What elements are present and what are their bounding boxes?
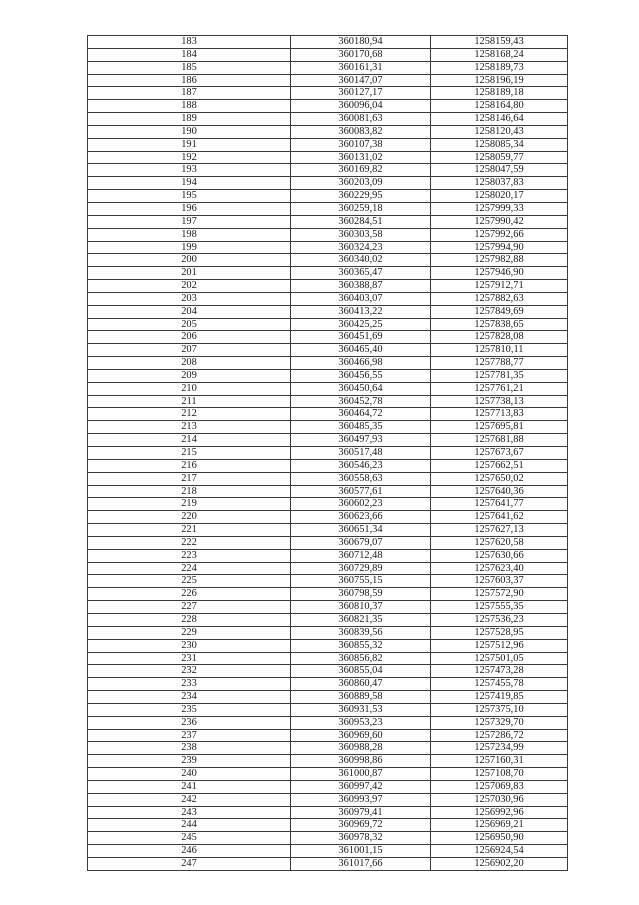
point-number-cell: 199 [88,241,291,254]
table-row [88,61,568,74]
point-number-cell: 238 [88,742,291,755]
table-row [88,588,568,601]
x-coordinate-cell: 360170,68 [291,48,431,61]
table-row [88,806,568,819]
table-row [88,832,568,845]
table-row [88,331,568,344]
x-coordinate-cell: 360969,60 [291,729,431,742]
table-row [88,382,568,395]
y-coordinate-cell: 1257912,71 [431,280,568,293]
point-number-cell: 235 [88,703,291,716]
table-row [88,74,568,87]
point-number-cell: 184 [88,48,291,61]
x-coordinate-cell: 360839,56 [291,626,431,639]
x-coordinate-cell: 360729,89 [291,562,431,575]
y-coordinate-cell: 1257419,85 [431,691,568,704]
point-number-cell: 186 [88,74,291,87]
point-number-cell: 195 [88,190,291,203]
y-coordinate-cell: 1257761,21 [431,382,568,395]
point-number-cell: 234 [88,691,291,704]
table-row [88,858,568,871]
y-coordinate-cell: 1257982,88 [431,254,568,267]
point-number-cell: 209 [88,369,291,382]
x-coordinate-cell: 360083,82 [291,125,431,138]
y-coordinate-cell: 1257627,13 [431,524,568,537]
y-coordinate-cell: 1257641,62 [431,511,568,524]
x-coordinate-cell: 360203,09 [291,177,431,190]
table-row [88,549,568,562]
y-coordinate-cell: 1257455,78 [431,678,568,691]
x-coordinate-cell: 360388,87 [291,280,431,293]
x-coordinate-cell: 360855,32 [291,639,431,652]
x-coordinate-cell: 360546,23 [291,459,431,472]
x-coordinate-cell: 360465,40 [291,344,431,357]
table-row [88,755,568,768]
point-number-cell: 190 [88,125,291,138]
y-coordinate-cell: 1257849,69 [431,305,568,318]
y-coordinate-cell: 1258120,43 [431,125,568,138]
x-coordinate-cell: 361000,87 [291,768,431,781]
y-coordinate-cell: 1257620,58 [431,536,568,549]
y-coordinate-cell: 1257650,02 [431,472,568,485]
point-number-cell: 237 [88,729,291,742]
x-coordinate-cell: 360096,04 [291,100,431,113]
x-coordinate-cell: 360485,35 [291,421,431,434]
x-coordinate-cell: 360464,72 [291,408,431,421]
x-coordinate-cell: 360856,82 [291,652,431,665]
x-coordinate-cell: 360169,82 [291,164,431,177]
x-coordinate-cell: 360403,07 [291,292,431,305]
point-number-cell: 228 [88,613,291,626]
point-number-cell: 231 [88,652,291,665]
y-coordinate-cell: 1257781,35 [431,369,568,382]
point-number-cell: 198 [88,228,291,241]
point-number-cell: 233 [88,678,291,691]
x-coordinate-cell: 360860,47 [291,678,431,691]
point-number-cell: 220 [88,511,291,524]
table-row [88,215,568,228]
y-coordinate-cell: 1256992,96 [431,806,568,819]
point-number-cell: 215 [88,447,291,460]
x-coordinate-cell: 360452,78 [291,395,431,408]
point-number-cell: 216 [88,459,291,472]
point-number-cell: 246 [88,845,291,858]
x-coordinate-cell: 360651,34 [291,524,431,537]
y-coordinate-cell: 1258059,77 [431,151,568,164]
x-coordinate-cell: 360161,31 [291,61,431,74]
point-number-cell: 229 [88,626,291,639]
point-number-cell: 189 [88,113,291,126]
x-coordinate-cell: 360889,58 [291,691,431,704]
y-coordinate-cell: 1257946,90 [431,267,568,280]
point-number-cell: 187 [88,87,291,100]
y-coordinate-cell: 1257623,40 [431,562,568,575]
x-coordinate-cell: 360081,63 [291,113,431,126]
x-coordinate-cell: 360602,23 [291,498,431,511]
point-number-cell: 230 [88,639,291,652]
point-number-cell: 205 [88,318,291,331]
table-row [88,459,568,472]
point-number-cell: 210 [88,382,291,395]
point-number-cell: 227 [88,601,291,614]
y-coordinate-cell: 1257501,05 [431,652,568,665]
table-row [88,113,568,126]
x-coordinate-cell: 360558,63 [291,472,431,485]
table-row [88,344,568,357]
y-coordinate-cell: 1257069,83 [431,780,568,793]
x-coordinate-cell: 360284,51 [291,215,431,228]
table-row [88,292,568,305]
point-number-cell: 218 [88,485,291,498]
y-coordinate-cell: 1258189,18 [431,87,568,100]
x-coordinate-cell: 360131,02 [291,151,431,164]
y-coordinate-cell: 1257838,65 [431,318,568,331]
table-row [88,305,568,318]
point-number-cell: 200 [88,254,291,267]
table-row [88,613,568,626]
x-coordinate-cell: 360679,07 [291,536,431,549]
x-coordinate-cell: 360993,97 [291,793,431,806]
point-number-cell: 236 [88,716,291,729]
table-row [88,639,568,652]
point-number-cell: 201 [88,267,291,280]
table-row [88,395,568,408]
point-number-cell: 207 [88,344,291,357]
point-number-cell: 194 [88,177,291,190]
y-coordinate-cell: 1257473,28 [431,665,568,678]
x-coordinate-cell: 360997,42 [291,780,431,793]
table-row [88,36,568,49]
y-coordinate-cell: 1257630,66 [431,549,568,562]
x-coordinate-cell: 360810,37 [291,601,431,614]
point-number-cell: 213 [88,421,291,434]
x-coordinate-cell: 360451,69 [291,331,431,344]
y-coordinate-cell: 1257695,81 [431,421,568,434]
x-coordinate-cell: 360988,28 [291,742,431,755]
y-coordinate-cell: 1257160,31 [431,755,568,768]
table-row [88,254,568,267]
point-number-cell: 214 [88,434,291,447]
x-coordinate-cell: 360497,93 [291,434,431,447]
y-coordinate-cell: 1258159,43 [431,36,568,49]
table-row [88,190,568,203]
table-row [88,780,568,793]
x-coordinate-cell: 360798,59 [291,588,431,601]
y-coordinate-cell: 1257528,95 [431,626,568,639]
y-coordinate-cell: 1257375,10 [431,703,568,716]
x-coordinate-cell: 360147,07 [291,74,431,87]
table-row [88,48,568,61]
point-number-cell: 232 [88,665,291,678]
table-row [88,177,568,190]
y-coordinate-cell: 1257999,33 [431,202,568,215]
y-coordinate-cell: 1258164,80 [431,100,568,113]
point-number-cell: 242 [88,793,291,806]
table-row [88,434,568,447]
y-coordinate-cell: 1256950,90 [431,832,568,845]
x-coordinate-cell: 360450,64 [291,382,431,395]
y-coordinate-cell: 1258196,19 [431,74,568,87]
x-coordinate-cell: 360340,02 [291,254,431,267]
x-coordinate-cell: 360413,22 [291,305,431,318]
table-row [88,524,568,537]
y-coordinate-cell: 1257662,51 [431,459,568,472]
point-number-cell: 240 [88,768,291,781]
y-coordinate-cell: 1257234,99 [431,742,568,755]
table-row [88,369,568,382]
x-coordinate-cell: 360127,17 [291,87,431,100]
y-coordinate-cell: 1257512,96 [431,639,568,652]
table-row [88,819,568,832]
y-coordinate-cell: 1258047,59 [431,164,568,177]
x-coordinate-cell: 360456,55 [291,369,431,382]
point-number-cell: 202 [88,280,291,293]
table-row [88,652,568,665]
y-coordinate-cell: 1256969,21 [431,819,568,832]
point-number-cell: 224 [88,562,291,575]
point-number-cell: 225 [88,575,291,588]
y-coordinate-cell: 1257992,66 [431,228,568,241]
table-row [88,267,568,280]
x-coordinate-cell: 360303,58 [291,228,431,241]
y-coordinate-cell: 1257681,88 [431,434,568,447]
y-coordinate-cell: 1257329,70 [431,716,568,729]
table-row [88,729,568,742]
table-row [88,241,568,254]
table-row [88,87,568,100]
point-number-cell: 208 [88,357,291,370]
table-row [88,703,568,716]
x-coordinate-cell: 360953,23 [291,716,431,729]
x-coordinate-cell: 361017,66 [291,858,431,871]
table-row [88,472,568,485]
y-coordinate-cell: 1258037,83 [431,177,568,190]
y-coordinate-cell: 1258189,73 [431,61,568,74]
y-coordinate-cell: 1257990,42 [431,215,568,228]
x-coordinate-cell: 360855,04 [291,665,431,678]
table-row [88,601,568,614]
y-coordinate-cell: 1257810,11 [431,344,568,357]
table-row [88,793,568,806]
point-number-cell: 197 [88,215,291,228]
table-row [88,100,568,113]
x-coordinate-cell: 360931,53 [291,703,431,716]
table-row [88,228,568,241]
table-row [88,665,568,678]
point-number-cell: 191 [88,138,291,151]
point-number-cell: 203 [88,292,291,305]
point-number-cell: 185 [88,61,291,74]
y-coordinate-cell: 1256902,20 [431,858,568,871]
y-coordinate-cell: 1257555,35 [431,601,568,614]
y-coordinate-cell: 1257572,90 [431,588,568,601]
table-row [88,678,568,691]
table-row [88,202,568,215]
y-coordinate-cell: 1258168,24 [431,48,568,61]
y-coordinate-cell: 1257603,37 [431,575,568,588]
table-row [88,536,568,549]
table-row [88,562,568,575]
table-row [88,626,568,639]
y-coordinate-cell: 1257738,13 [431,395,568,408]
point-number-cell: 217 [88,472,291,485]
point-number-cell: 196 [88,202,291,215]
point-number-cell: 243 [88,806,291,819]
point-number-cell: 247 [88,858,291,871]
table-row [88,447,568,460]
y-coordinate-cell: 1257994,90 [431,241,568,254]
x-coordinate-cell: 360466,98 [291,357,431,370]
x-coordinate-cell: 361001,15 [291,845,431,858]
x-coordinate-cell: 360978,32 [291,832,431,845]
x-coordinate-cell: 360324,23 [291,241,431,254]
point-number-cell: 183 [88,36,291,49]
table-row [88,498,568,511]
point-number-cell: 219 [88,498,291,511]
x-coordinate-cell: 360259,18 [291,202,431,215]
point-number-cell: 226 [88,588,291,601]
point-number-cell: 239 [88,755,291,768]
x-coordinate-cell: 360979,41 [291,806,431,819]
y-coordinate-cell: 1257882,63 [431,292,568,305]
y-coordinate-cell: 1258146,64 [431,113,568,126]
y-coordinate-cell: 1257640,36 [431,485,568,498]
table-row [88,357,568,370]
x-coordinate-cell: 360365,47 [291,267,431,280]
x-coordinate-cell: 360180,94 [291,36,431,49]
y-coordinate-cell: 1257536,23 [431,613,568,626]
table-row [88,845,568,858]
y-coordinate-cell: 1257713,83 [431,408,568,421]
table-row [88,575,568,588]
point-number-cell: 223 [88,549,291,562]
y-coordinate-cell: 1258085,34 [431,138,568,151]
y-coordinate-cell: 1257108,70 [431,768,568,781]
x-coordinate-cell: 360107,38 [291,138,431,151]
point-number-cell: 192 [88,151,291,164]
x-coordinate-cell: 360623,66 [291,511,431,524]
point-number-cell: 193 [88,164,291,177]
point-number-cell: 222 [88,536,291,549]
y-coordinate-cell: 1257286,72 [431,729,568,742]
x-coordinate-cell: 360425,25 [291,318,431,331]
x-coordinate-cell: 360517,48 [291,447,431,460]
point-number-cell: 212 [88,408,291,421]
table-row [88,280,568,293]
point-number-cell: 244 [88,819,291,832]
y-coordinate-cell: 1257030,96 [431,793,568,806]
x-coordinate-cell: 360969,72 [291,819,431,832]
table-row [88,125,568,138]
table-row [88,716,568,729]
table-row [88,138,568,151]
x-coordinate-cell: 360821,35 [291,613,431,626]
y-coordinate-cell: 1257673,67 [431,447,568,460]
point-number-cell: 241 [88,780,291,793]
table-row [88,151,568,164]
table-row [88,768,568,781]
point-number-cell: 221 [88,524,291,537]
point-number-cell: 204 [88,305,291,318]
point-number-cell: 188 [88,100,291,113]
table-row [88,485,568,498]
table-row [88,742,568,755]
table-row [88,164,568,177]
x-coordinate-cell: 360998,86 [291,755,431,768]
y-coordinate-cell: 1257788,77 [431,357,568,370]
coordinates-table [87,35,568,871]
y-coordinate-cell: 1257641,77 [431,498,568,511]
table-row [88,408,568,421]
table-row [88,511,568,524]
x-coordinate-cell: 360229,95 [291,190,431,203]
point-number-cell: 245 [88,832,291,845]
x-coordinate-cell: 360577,61 [291,485,431,498]
coordinates-table-body [88,36,568,871]
point-number-cell: 206 [88,331,291,344]
x-coordinate-cell: 360755,15 [291,575,431,588]
table-row [88,421,568,434]
x-coordinate-cell: 360712,48 [291,549,431,562]
y-coordinate-cell: 1258020,17 [431,190,568,203]
table-row [88,318,568,331]
y-coordinate-cell: 1257828,08 [431,331,568,344]
table-row [88,691,568,704]
y-coordinate-cell: 1256924,54 [431,845,568,858]
point-number-cell: 211 [88,395,291,408]
